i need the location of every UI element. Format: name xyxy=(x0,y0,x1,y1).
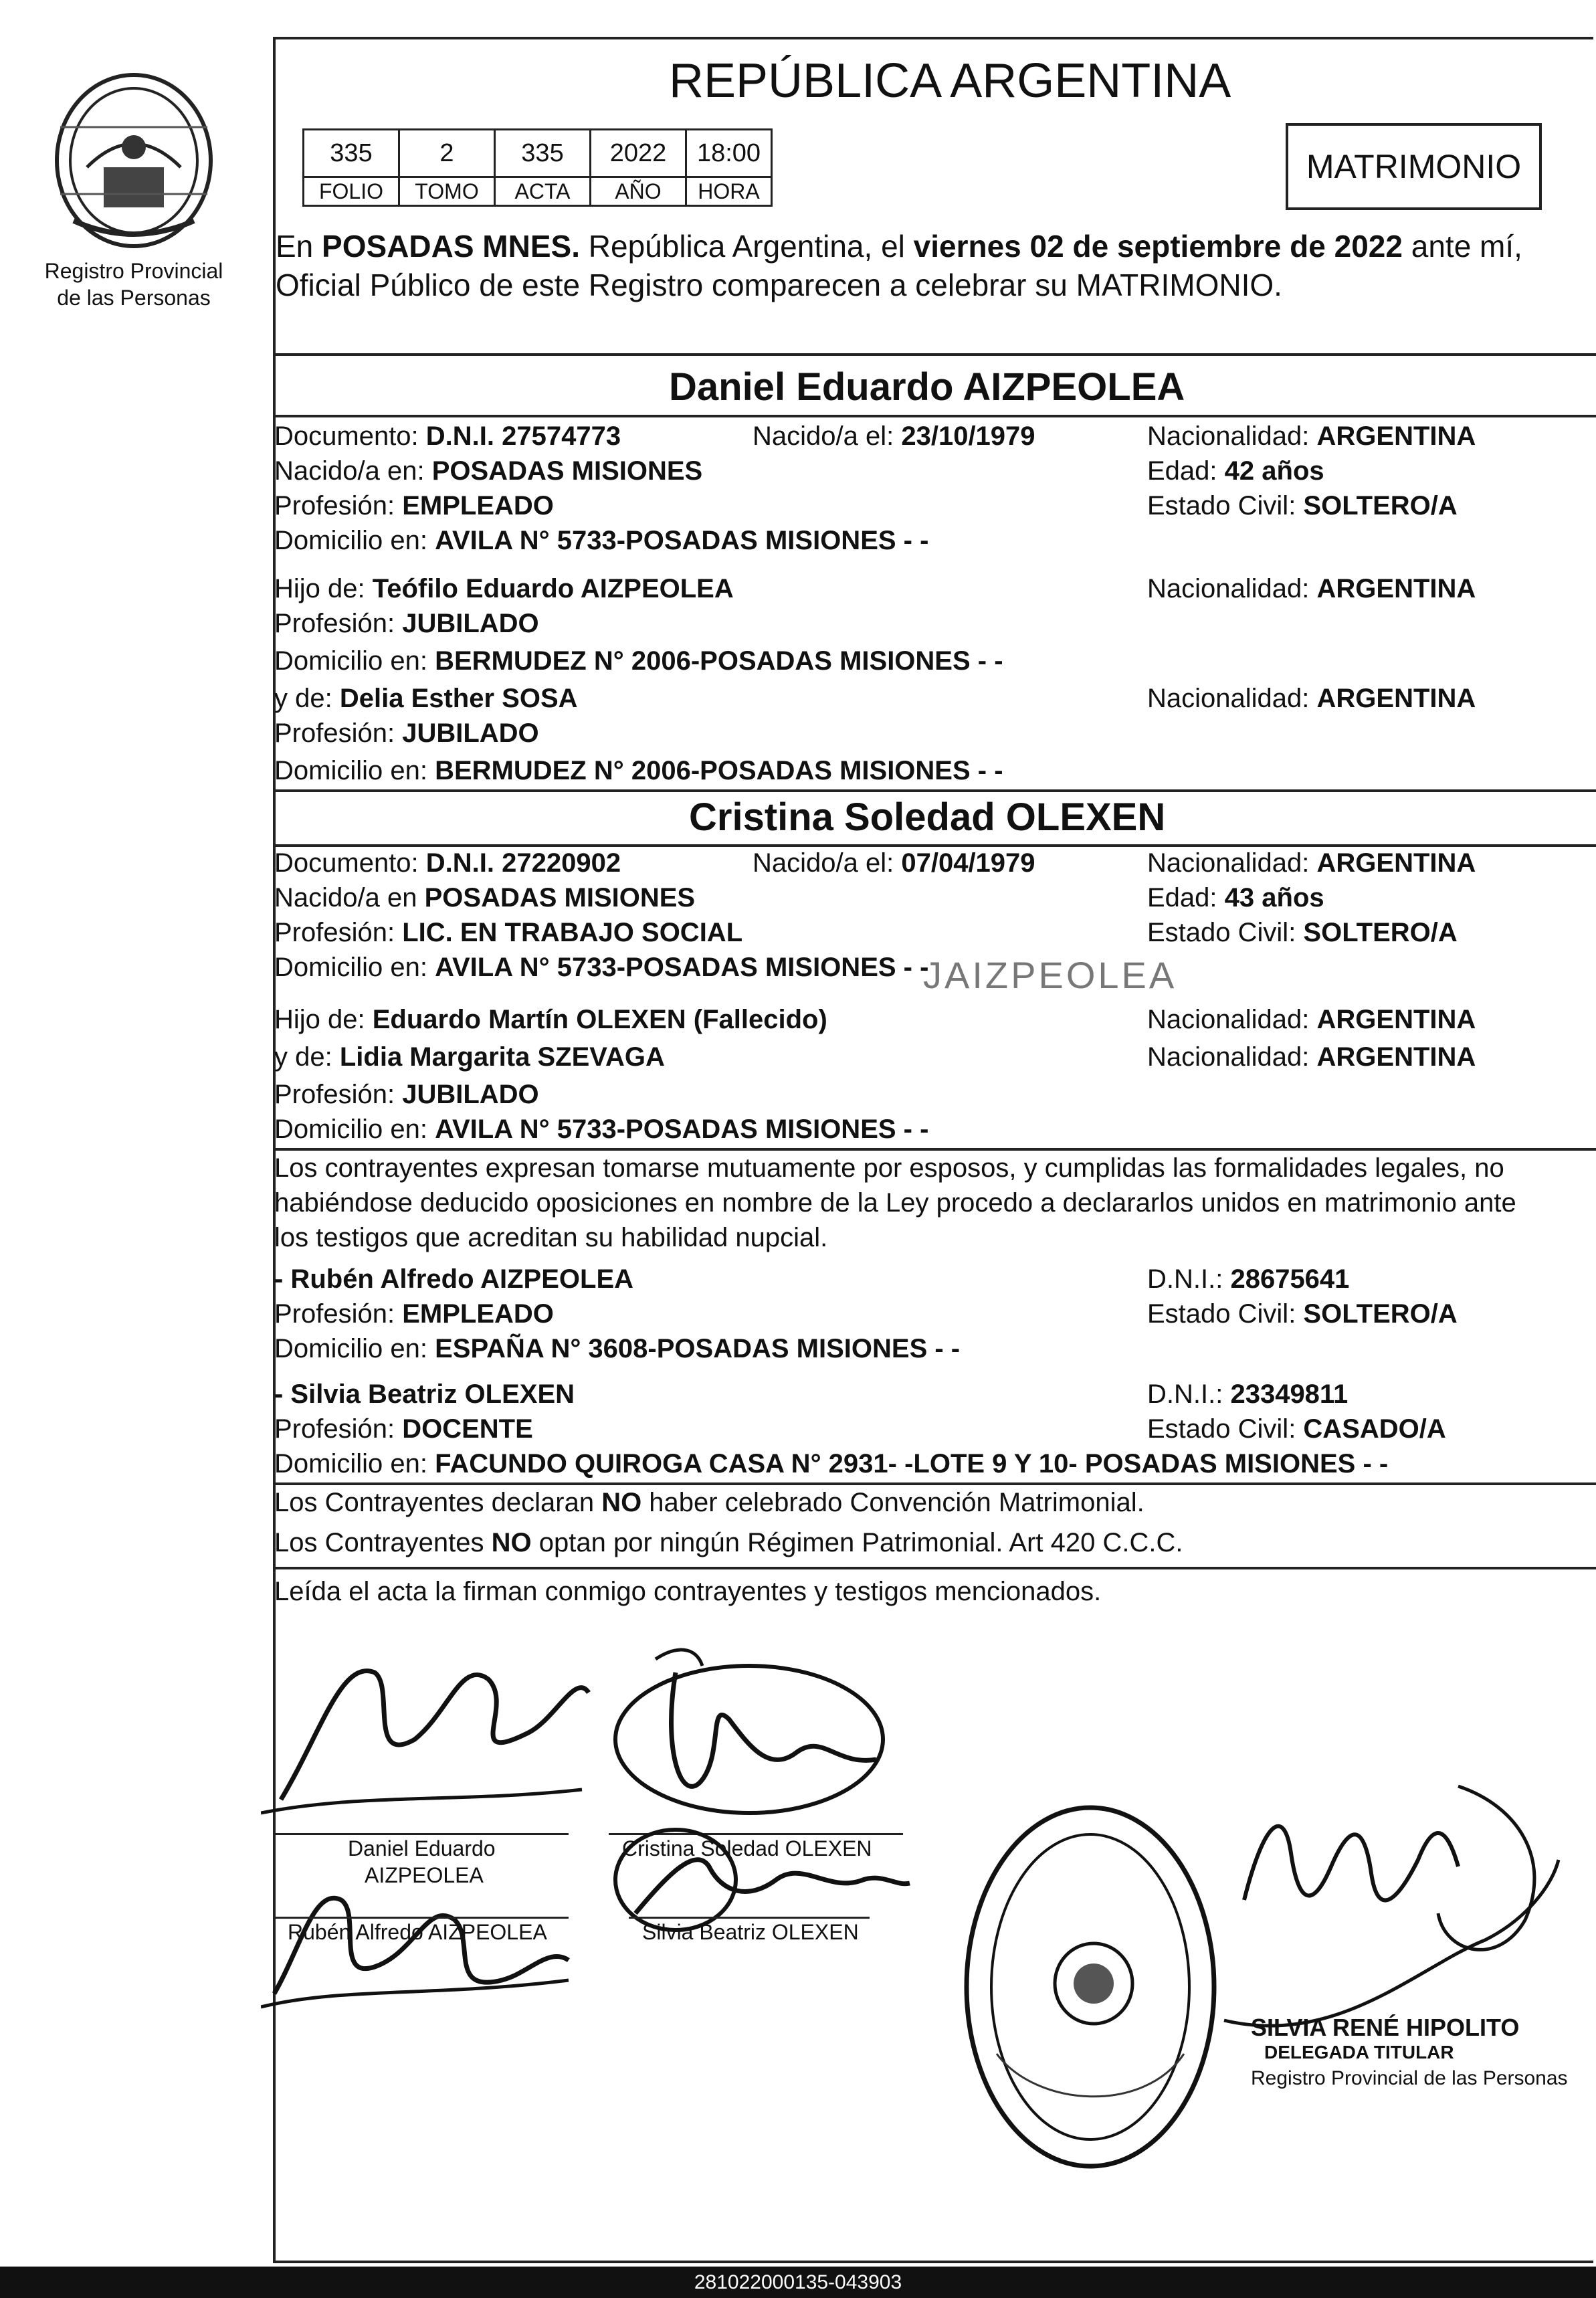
divider xyxy=(273,353,1596,356)
acta-label: ACTA xyxy=(495,177,591,206)
groom-nationality: Nacionalidad: ARGENTINA xyxy=(1147,421,1476,451)
groom-father-address: Domicilio en: BERMUDEZ N° 2006-POSADAS MISIONES - - xyxy=(274,646,1003,676)
bride-father-nationality: Nacionalidad: ARGENTINA xyxy=(1147,1005,1476,1034)
provincial-seal-logo xyxy=(47,67,221,254)
groom-signature-line xyxy=(274,1833,569,1835)
folio-label: FOLIO xyxy=(304,177,399,206)
witness1-signature-line xyxy=(274,1917,569,1919)
tomo-value: 2 xyxy=(399,130,495,177)
groom-mother-nationality: Nacionalidad: ARGENTINA xyxy=(1147,684,1476,713)
divider xyxy=(273,1567,1596,1569)
witness2-dni: D.N.I.: 23349811 xyxy=(1147,1379,1349,1409)
act-type-box: MATRIMONIO xyxy=(1286,123,1542,210)
convention-statement: Los Contrayentes declaran NO haber celebrado Convención Matrimonial. xyxy=(274,1488,1144,1517)
bride-civil-status: Estado Civil: SOLTERO/A xyxy=(1147,918,1458,947)
regime-statement: Los Contrayentes NO optan por ningún Régimen Patrimonial. Art 420 C.C.C. xyxy=(274,1528,1183,1557)
hour-value: 18:00 xyxy=(686,130,772,177)
year-label: AÑO xyxy=(591,177,686,206)
bride-birthdate: Nacido/a el: 07/04/1979 xyxy=(753,848,1035,878)
divider xyxy=(273,415,1596,417)
bride-nationality: Nacionalidad: ARGENTINA xyxy=(1147,848,1476,878)
bride-signature xyxy=(595,1619,916,1833)
officer-name: SILVIA RENÉ HIPOLITO xyxy=(1251,2014,1520,2041)
bleed-through-text: JAIZPEOLEA xyxy=(923,954,1177,996)
bride-profession: Profesión: LIC. EN TRABAJO SOCIAL xyxy=(274,918,743,947)
groom-mother: y de: Delia Esther SOSA xyxy=(274,684,578,713)
witness1-signature-caption: Rubén Alfredo AIZPEOLEA xyxy=(288,1920,547,1944)
witness1-profession: Profesión: EMPLEADO xyxy=(274,1299,554,1329)
closing-statement: Leída el acta la firman conmigo contrayentes y testigos mencionados. xyxy=(274,1577,1102,1606)
divider xyxy=(273,789,1596,792)
declaration-line-3: los testigos que acreditan su habilidad nupcial. xyxy=(274,1223,828,1252)
groom-signature-caption-2: AIZPEOLEA xyxy=(365,1863,484,1887)
witness2-name: - Silvia Beatriz OLEXEN xyxy=(274,1379,575,1409)
bride-father: Hijo de: Eduardo Martín OLEXEN (Fallecido) xyxy=(274,1005,827,1034)
groom-father-nationality: Nacionalidad: ARGENTINA xyxy=(1147,574,1476,603)
document-title: REPÚBLICA ARGENTINA xyxy=(669,54,1231,108)
bride-parents-profession: Profesión: JUBILADO xyxy=(274,1080,539,1109)
groom-age: Edad: 42 años xyxy=(1147,456,1324,486)
witness1-name: - Rubén Alfredo AIZPEOLEA xyxy=(274,1264,634,1294)
bride-signature-caption: Cristina Soledad OLEXEN xyxy=(622,1836,872,1860)
witness1-civil-status: Estado Civil: SOLTERO/A xyxy=(1147,1299,1458,1329)
groom-birthplace: Nacido/a en: POSADAS MISIONES xyxy=(274,456,703,486)
intro-line-2: Oficial Público de este Registro comparecen a celebrar su MATRIMONIO. xyxy=(276,268,1282,302)
intro-line-1: En POSADAS MNES. República Argentina, el viernes 02 de septiembre de 2022 ante mí, xyxy=(276,229,1522,264)
groom-address: Domicilio en: AVILA N° 5733-POSADAS MISIONES - - xyxy=(274,526,929,555)
officer-office: Registro Provincial de las Personas xyxy=(1251,2067,1568,2089)
groom-document: Documento: D.N.I. 27574773 xyxy=(274,421,621,451)
groom-signature-caption-1: Daniel Eduardo xyxy=(348,1836,496,1860)
officer-signature xyxy=(1204,1766,1579,2047)
registry-info-table xyxy=(302,128,773,207)
groom-birthdate: Nacido/a el: 23/10/1979 xyxy=(753,421,1035,451)
bride-document: Documento: D.N.I. 27220902 xyxy=(274,848,621,878)
declaration-line-1: Los contrayentes expresan tomarse mutuamente por esposos, y cumplidas las formalidades legales, no xyxy=(274,1153,1504,1183)
bride-birthplace: Nacido/a en POSADAS MISIONES xyxy=(274,883,696,913)
bride-mother: y de: Lidia Margarita SZEVAGA xyxy=(274,1042,665,1072)
witness1-dni: D.N.I.: 28675641 xyxy=(1147,1264,1350,1294)
year-value: 2022 xyxy=(591,130,686,177)
logo-caption-line2: de las Personas xyxy=(57,286,211,310)
officer-title: DELEGADA TITULAR xyxy=(1264,2042,1454,2063)
groom-signature xyxy=(261,1632,595,1833)
groom-mother-address: Domicilio en: BERMUDEZ N° 2006-POSADAS MISIONES - - xyxy=(274,756,1003,785)
divider xyxy=(273,1148,1596,1151)
witness2-signature-caption: Silvia Beatriz OLEXEN xyxy=(642,1920,859,1944)
witness2-signature-line xyxy=(629,1917,870,1919)
groom-civil-status: Estado Civil: SOLTERO/A xyxy=(1147,491,1458,520)
groom-profession: Profesión: EMPLEADO xyxy=(274,491,554,520)
bride-address: Domicilio en: AVILA N° 5733-POSADAS MISIONES - - xyxy=(274,953,929,982)
witness1-address: Domicilio en: ESPAÑA N° 3608-POSADAS MISIONES - - xyxy=(274,1334,961,1363)
acta-value: 335 xyxy=(495,130,591,177)
folio-value: 335 xyxy=(304,130,399,177)
bride-age: Edad: 43 años xyxy=(1147,883,1324,913)
witness2-profession: Profesión: DOCENTE xyxy=(274,1414,533,1444)
document-footer-code: 281022000135-043903 xyxy=(0,2267,1596,2298)
divider xyxy=(273,1482,1596,1485)
bride-parents-address: Domicilio en: AVILA N° 5733-POSADAS MISIONES - - xyxy=(274,1115,929,1144)
hour-label: HORA xyxy=(686,177,772,206)
groom-name-heading: Daniel Eduardo AIZPEOLEA xyxy=(669,365,1185,409)
declaration-line-2: habiéndose deducido oposiciones en nombre de la Ley procedo a declararlos unidos en matrimonio ante xyxy=(274,1188,1516,1218)
groom-father-profession: Profesión: JUBILADO xyxy=(274,609,539,638)
official-stamp xyxy=(957,1800,1224,2174)
groom-mother-profession: Profesión: JUBILADO xyxy=(274,719,539,748)
witness2-civil-status: Estado Civil: CASADO/A xyxy=(1147,1414,1446,1444)
logo-caption-line1: Registro Provincial xyxy=(44,259,223,283)
groom-father: Hijo de: Teófilo Eduardo AIZPEOLEA xyxy=(274,574,734,603)
bride-mother-nationality: Nacionalidad: ARGENTINA xyxy=(1147,1042,1476,1072)
witness2-address: Domicilio en: FACUNDO QUIROGA CASA N° 2931- -LOTE 9 Y 10- POSADAS MISIONES - - xyxy=(274,1449,1389,1478)
tomo-label: TOMO xyxy=(399,177,495,206)
bride-name-heading: Cristina Soledad OLEXEN xyxy=(689,795,1166,839)
